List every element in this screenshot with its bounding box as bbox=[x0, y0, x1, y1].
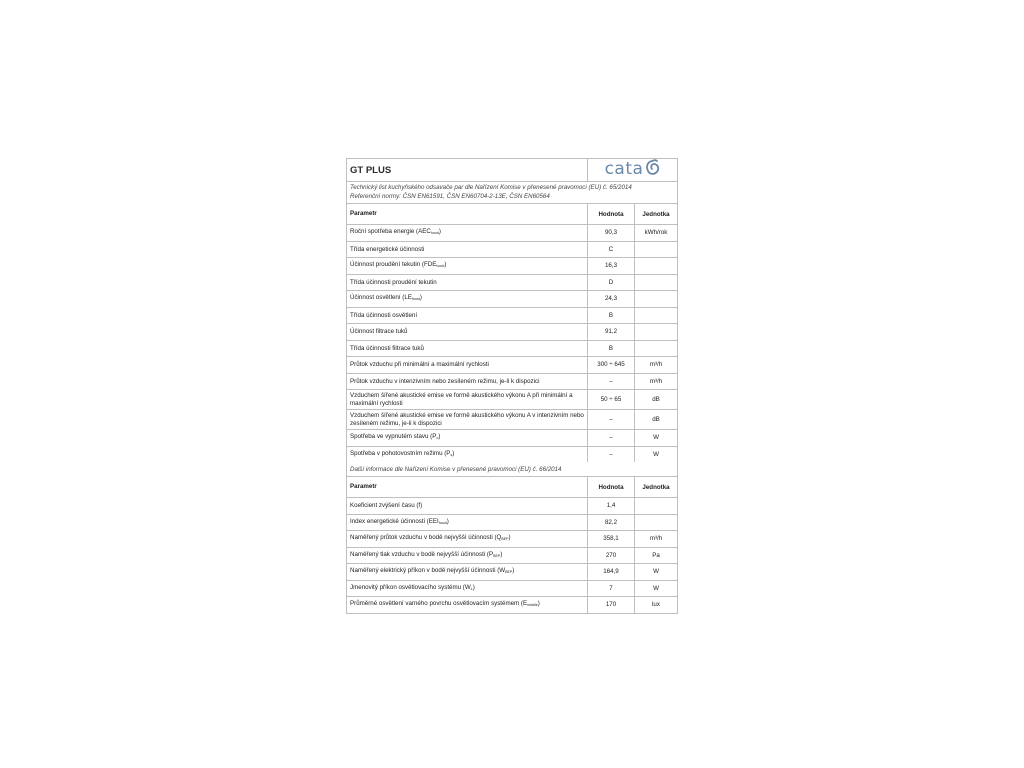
cata-logo bbox=[604, 158, 661, 179]
table-row bbox=[347, 341, 677, 358]
unit-cell bbox=[635, 291, 677, 307]
logo-text: cata bbox=[604, 158, 644, 179]
value-cell: 16,3 bbox=[588, 258, 635, 274]
param-cell: Průměrné osvětlení varného povrchu osvětlovacím systémem $(E_{middle})$ bbox=[347, 597, 588, 613]
product-title: GT PLUS bbox=[347, 159, 588, 181]
value-cell: 1,4 bbox=[588, 498, 635, 514]
header-param: Parametr bbox=[347, 204, 588, 224]
value-cell: 24,3 bbox=[588, 291, 635, 307]
logo-area bbox=[588, 159, 677, 181]
header-unit: Jednotka bbox=[642, 210, 670, 218]
table-header-row bbox=[347, 204, 677, 225]
spec-sheet bbox=[346, 158, 678, 614]
spec-table-2 bbox=[347, 477, 677, 613]
value-cell: B bbox=[588, 341, 635, 357]
value-cell: 90,3 bbox=[588, 225, 635, 241]
table-row bbox=[347, 258, 677, 275]
unit-cell: kWh/rok bbox=[644, 229, 668, 237]
param-cell: Třída účinnosti proudění tekutin bbox=[347, 275, 588, 291]
param-cell: Účinnost osvětlení $(LE_{hood})$ bbox=[347, 291, 588, 307]
table-row bbox=[347, 225, 677, 242]
table-row bbox=[347, 564, 677, 581]
param-cell: Naměřený průtok vzduchu v bodě nejvyšší účinnosti $(Q_{BEP})$ bbox=[347, 531, 588, 547]
unit-cell: W bbox=[653, 584, 659, 592]
header-value: Hodnota bbox=[588, 477, 635, 497]
value-cell: B bbox=[588, 308, 635, 324]
param-cell: Vzduchem šířené akustické emise ve formě akustického výkonu A v intenzivním nebo zesíleném režimu, je-li k dispozici bbox=[347, 410, 588, 429]
table-row bbox=[347, 430, 677, 447]
unit-cell bbox=[635, 324, 677, 340]
table-row bbox=[347, 515, 677, 532]
value-cell: 358,1 bbox=[588, 531, 635, 547]
standards-line: Referenční normy: ČSN EN61591, ČSN EN60704-2-13E, ČSN EN60564 bbox=[350, 192, 550, 200]
unit-cell: dB bbox=[652, 416, 660, 423]
table-row bbox=[347, 242, 677, 259]
param-cell: Třída energetické účinnosti bbox=[347, 242, 588, 258]
table-row bbox=[347, 308, 677, 325]
param-cell: Naměřený elektrický příkon v bodě nejvyšší účinnosti $(W_{BEP})$ bbox=[347, 564, 588, 580]
table-row bbox=[347, 291, 677, 308]
value-cell: – bbox=[588, 447, 635, 463]
logo-swirl-icon bbox=[644, 159, 660, 177]
header-param: Parametr bbox=[347, 477, 588, 497]
unit-cell: dB bbox=[652, 396, 660, 403]
unit-cell: lux bbox=[652, 601, 660, 609]
value-cell: 270 bbox=[588, 548, 635, 564]
unit-cell: m³/h bbox=[649, 377, 663, 385]
unit-cell: W bbox=[653, 434, 659, 442]
unit-cell: W bbox=[653, 568, 659, 576]
table-row bbox=[347, 498, 677, 515]
table-row bbox=[347, 581, 677, 598]
value-cell: 300 ÷ 645 bbox=[588, 357, 635, 373]
value-cell: 50 ÷ 65 bbox=[588, 390, 635, 409]
regulation-note bbox=[347, 182, 677, 204]
table-row bbox=[347, 447, 677, 463]
param-cell: Třída účinnosti osvětlení bbox=[347, 308, 588, 324]
value-cell: 82,2 bbox=[588, 515, 635, 531]
param-cell: Index energetické účinnosti $(EEI_{hood})$ bbox=[347, 515, 588, 531]
value-cell: 91,2 bbox=[588, 324, 635, 340]
unit-cell bbox=[635, 341, 677, 357]
value-cell: D bbox=[588, 275, 635, 291]
table-row bbox=[347, 275, 677, 292]
header-unit: Jednotka bbox=[642, 483, 670, 491]
unit-cell bbox=[635, 498, 677, 514]
unit-cell: m³/h bbox=[649, 535, 663, 543]
param-cell: Účinnost filtrace tuků bbox=[347, 324, 588, 340]
section-note: Další informace dle Nařízení Komise v přenesené pravomoci (EU) č. 66/2014 bbox=[347, 462, 677, 477]
spec-table-1 bbox=[347, 204, 677, 462]
param-cell: Vzduchem šířené akustické emise ve formě akustického výkonu A při minimální a maximální rychlosti bbox=[347, 390, 588, 409]
param-cell: Účinnost proudění tekutin $(FDE_{hood})$ bbox=[347, 258, 588, 274]
unit-cell bbox=[635, 275, 677, 291]
unit-cell: m³/h bbox=[649, 361, 663, 369]
value-cell: – bbox=[588, 410, 635, 429]
regulation-line: Technický list kuchyňského odsavače par dle Nařízení Komise v přenesené pravomoci (EU) č. 65/2014 bbox=[350, 184, 632, 191]
param-cell: Třída účinnosti filtrace tuků bbox=[347, 341, 588, 357]
param-cell: Jmenovitý příkon osvětlovacího systému $(W_L)$ bbox=[347, 581, 588, 597]
param-cell: Průtok vzduchu při minimální a maximální rychlosti bbox=[347, 357, 588, 373]
table-row bbox=[347, 357, 677, 374]
unit-cell bbox=[635, 308, 677, 324]
table-row bbox=[347, 390, 677, 410]
value-cell: – bbox=[588, 374, 635, 390]
param-cell: Průtok vzduchu v intenzivním nebo zesíleném režimu, je-li k dispozici bbox=[347, 374, 588, 390]
unit-cell bbox=[635, 515, 677, 531]
value-cell: C bbox=[588, 242, 635, 258]
table-row bbox=[347, 531, 677, 548]
value-cell: 164,9 bbox=[588, 564, 635, 580]
value-cell: – bbox=[588, 430, 635, 446]
param-cell: Koeficient zvýšení času (f) bbox=[347, 498, 588, 514]
table-row bbox=[347, 374, 677, 391]
value-cell: 7 bbox=[588, 581, 635, 597]
header-value: Hodnota bbox=[588, 204, 635, 224]
table-row bbox=[347, 324, 677, 341]
unit-cell: Pa bbox=[652, 551, 660, 559]
param-cell: Spotřeba v pohotovostním režimu $(P_s)$ bbox=[347, 447, 588, 463]
title-bar bbox=[347, 159, 677, 182]
param-cell: Roční spotřeba energie $(AEC_{hood})$ bbox=[347, 225, 588, 241]
table-row bbox=[347, 597, 677, 613]
unit-cell: W bbox=[653, 450, 659, 458]
param-cell: Naměřený tlak vzduchu v bodě nejvyšší účinnosti $(P_{BEP})$ bbox=[347, 548, 588, 564]
value-cell: 170 bbox=[588, 597, 635, 613]
table-row bbox=[347, 410, 677, 430]
table-row bbox=[347, 548, 677, 565]
unit-cell bbox=[635, 242, 677, 258]
unit-cell bbox=[635, 258, 677, 274]
param-cell: Spotřeba ve vypnutém stavu $(P_o)$ bbox=[347, 430, 588, 446]
table-header-row bbox=[347, 477, 677, 498]
